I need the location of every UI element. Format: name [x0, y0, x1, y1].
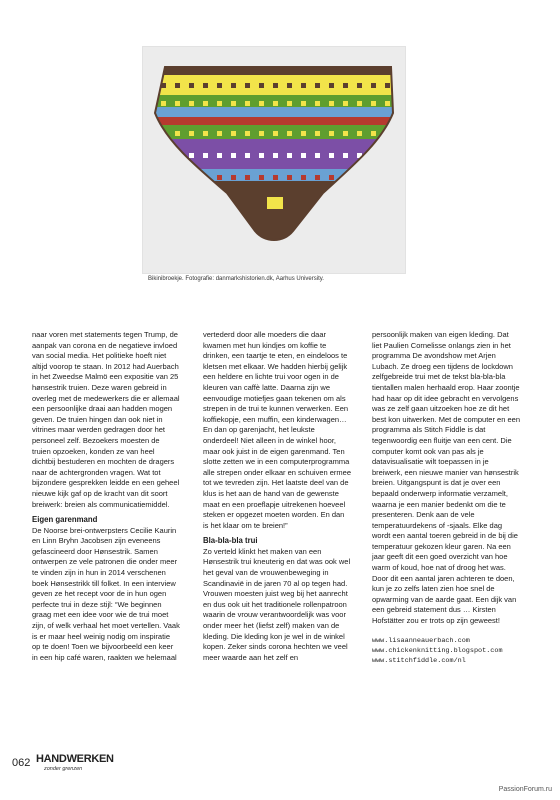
- knit-motif-dot: [259, 131, 264, 136]
- knit-motif-dot: [203, 153, 208, 158]
- knit-motif-dot: [231, 101, 236, 106]
- knit-motif-dot: [385, 175, 390, 180]
- knit-motif-dot: [245, 83, 250, 88]
- magazine-logo: HANDWERKEN: [36, 753, 114, 765]
- knit-motif-dot: [161, 153, 166, 158]
- knit-motif-dot: [371, 175, 376, 180]
- knit-motif-dot: [273, 153, 278, 158]
- knit-motif-dot: [371, 101, 376, 106]
- knit-motif-dot: [189, 83, 194, 88]
- knit-motif-dot: [287, 131, 292, 136]
- knit-motif-dot: [329, 131, 334, 136]
- knit-motif-dot: [315, 101, 320, 106]
- knit-motif-dot: [273, 101, 278, 106]
- knit-motif-dot: [245, 175, 250, 180]
- page-number: 062: [12, 757, 31, 769]
- column-1: [32, 330, 180, 663]
- knit-motif-dot: [175, 83, 180, 88]
- knit-motif-dot: [175, 101, 180, 106]
- knit-motif-dot: [343, 153, 348, 158]
- knit-motif-dot: [231, 175, 236, 180]
- knit-motif-dot: [385, 101, 390, 106]
- link-list: [372, 636, 520, 666]
- column-3: [372, 330, 520, 666]
- knit-motif-dot: [315, 153, 320, 158]
- knit-motif-dot: [273, 83, 278, 88]
- knit-motif-dot: [343, 83, 348, 88]
- knit-motif-dot: [343, 101, 348, 106]
- knit-motif-dot: [287, 83, 292, 88]
- knit-motif-dot: [385, 131, 390, 136]
- knit-motif-dot: [385, 153, 390, 158]
- knit-motif-dot: [259, 101, 264, 106]
- subheading-bla-bla-bla-trui: Bla-bla-bla trui: [203, 536, 258, 546]
- knit-motif-dot: [259, 83, 264, 88]
- knitted-bikini-photo: [142, 46, 406, 274]
- knit-motif-dot: [175, 175, 180, 180]
- knit-motif-dot: [217, 131, 222, 136]
- knit-motif-dot: [357, 101, 362, 106]
- magazine-tagline: zonder grenzen: [44, 766, 83, 772]
- knit-motif-dot: [371, 153, 376, 158]
- knit-motif-dot: [245, 101, 250, 106]
- knit-motif-dot: [371, 131, 376, 136]
- knit-motif-dot: [203, 101, 208, 106]
- knit-motif-dot: [315, 83, 320, 88]
- knit-motif-dot: [385, 83, 390, 88]
- knit-motif-dot: [259, 153, 264, 158]
- knit-motif-dot: [231, 153, 236, 158]
- knit-motif-dot: [287, 175, 292, 180]
- knit-motif-dot: [315, 131, 320, 136]
- watermark: PassionForum.ru: [498, 786, 552, 793]
- knit-motif-dot: [357, 175, 362, 180]
- knit-motif-dot: [301, 153, 306, 158]
- knit-motif-dot: [273, 175, 278, 180]
- knit-motif-dot: [231, 83, 236, 88]
- knit-motif-dot: [329, 83, 334, 88]
- knit-motif-dot: [315, 175, 320, 180]
- knit-motif-dot: [329, 153, 334, 158]
- knit-motif-dot: [329, 175, 334, 180]
- link-chickenknitting[interactable]: www.chickenknitting.blogspot.com: [372, 646, 503, 655]
- knit-motif-dot: [203, 131, 208, 136]
- paragraph: naar voren met statements tegen Trump, de aanpak van corona en de negatieve invloed van social media. Het politieke hoeft niet altijd voorop te staan. In 2012 had Auerbach in het Zweedse Malmö een expositie van 25 hønsestrik truien. Deze waren gebreid in overleg met de medewerkers die er allemaal een persoonlijke draai aan hadden mogen geven. De truien hingen dan ook niet in vitrines maar werden gedragen door het personeel zelf. Bezoekers moesten de truien opzoeken, konden ze van heel dichtbij bestuderen en mochten de dragers naar de achtergronden vragen. Wat tot bijzondere gesprekken leidde en een geheel nieuwe kijk gaf op de kracht van dit soort breiwerk: breien als communicatiemiddel.: [32, 330, 180, 509]
- knit-motif-dot: [189, 175, 194, 180]
- knit-motif-dot: [161, 175, 166, 180]
- knit-motif-dot: [301, 131, 306, 136]
- knit-motif-dot: [329, 101, 334, 106]
- knit-motif-dot: [259, 175, 264, 180]
- knit-motif-dot: [343, 131, 348, 136]
- knit-motif-dot: [343, 175, 348, 180]
- paragraph: persoonlijk maken van eigen kleding. Dat liet Paulien Cornelisse onlangs zien in het programma De avondshow met Arjen Lubach. Ze droeg een tijdens de lockdown zelfgebreide trui met de tekst bla-bla-bla tientallen malen herhaald erop. Haar zoontje had haar op dit idee gebracht en vervolgens was ze zelf gaan uitzoeken hoe ze dit het best kon uitwerken. Met de computer en een programma als Stitch Fiddle is dat tegenwoordig een fluitje van een cent. Die computer komt ook van pas als je datavisualisatie wilt toepassen in je breiwerk, een nieuwe manier van hønsestrik breien. Uitgangspunt is dat je over een bepaald onderwerp informatie verzamelt, waarna je een manier bedenkt om die te presenteren. Denk aan de vele temperatuurdekens of -sjaals. Elke dag wordt een aantal toeren gebreid in de bij die temperatuur gekozen kleur garen. Na een jaar geeft dit een goed overzicht van hoe warm of koud, hoe nat of droog het was. Door dit een aantal jaren achteren te doen, kun je zo zelfs laten zien hoe snel de opwarming van de aarde gaat. Een dijk van een gebreid statement dus … Kirsten Hofstätter zou er trots op zijn geweest!: [372, 330, 521, 626]
- knit-motif-dot: [245, 131, 250, 136]
- photo-caption: Bikinibroekje. Fotografie: danmarkshistorien.dk, Aarhus University.: [148, 276, 324, 282]
- link-lisaanneauerbach[interactable]: www.lisaanneauerbach.com: [372, 636, 470, 645]
- knit-motif-dot: [217, 83, 222, 88]
- knit-motif-dot: [357, 83, 362, 88]
- knit-motif-dot: [301, 101, 306, 106]
- knit-motif-dot: [287, 101, 292, 106]
- knit-motif-dot: [301, 175, 306, 180]
- knit-motif-dot: [217, 101, 222, 106]
- knit-motif-dot: [287, 153, 292, 158]
- knit-motif-dot: [175, 153, 180, 158]
- knit-motif-dot: [245, 153, 250, 158]
- link-stitchfiddle[interactable]: www.stitchfiddle.com/nl: [372, 656, 466, 665]
- knit-motif-dot: [189, 101, 194, 106]
- column-2: [203, 330, 351, 663]
- knit-motif-dot: [189, 131, 194, 136]
- knit-motif-dot: [301, 83, 306, 88]
- knit-motif-dot: [175, 131, 180, 136]
- knit-motif-dot: [189, 153, 194, 158]
- knit-motif-dot: [273, 131, 278, 136]
- knit-motif-dot: [357, 131, 362, 136]
- paragraph: De Noorse brei-ontwerpsters Cecilie Kaurin en Linn Bryhn Jacobsen zijn eveneens gefascineerd door Hønsestrik. Samen ontwerpen ze vele patronen die onder meer te vinden zijn in hun in 2014 verschenen boek Hønsestrikk till folket. In een interview geven ze het recept voor de in hun ogen perfecte trui in deze stijl: “We beginnen graag met een idee voor wie de trui moet zijn, of welk verhaal het moet vertellen. Vaak is er maar heel weinig nodig om inspiratie op te doen! Toen we bijvoorbeeld een keer in een hip café waren, raakten we helemaal: [32, 525, 180, 662]
- knit-motif-dot: [371, 83, 376, 88]
- subheading-eigen-garenmand: Eigen garenmand: [32, 515, 98, 525]
- paragraph: vertederd door alle moeders die daar kwamen met hun kindjes om koffie te drinken, een taartje te eten, en eindeloos te kletsen met elkaar. We hadden hierbij gelijk een heldere en lichte trui voor ogen in de kleuren van caffè latte. Daarna zijn we eenvoudige motiefjes gaan tekenen om als strepen in de trui te kunnen verwerken. Een koffiekopje, een muffin, een kinderwagen… En dan op garenjacht, het leukste onderdeel! Niet alleen in de winkel hoor, maar ook juist in de eigen garenmand. Ten slotte zetten we in een computerprogramma alle strepen onder elkaar en schuiven ermee tot we tevreden zijn. Het laatste deel van de klus is het aan de hand van de gewenste maat en een proeflapje uitrekenen hoeveel steken er opgezet moeten worden. En dan is het klaar om te breien!”: [203, 330, 352, 530]
- knit-motif-dot: [231, 131, 236, 136]
- knit-motif-dot: [161, 101, 166, 106]
- knitted-bikini-illustration: [143, 47, 405, 273]
- knit-motif-dot: [217, 153, 222, 158]
- knit-motif-dot: [217, 175, 222, 180]
- paragraph: Zo verteld klinkt het maken van een Hønsestrik trui kneuterig en dat was ook wel het geval van de vrouwenbeweging in Scandinavië in de jaren 70 al op tegen had. Vrouwen moesten juist weg bij het aanrecht en dus ook uit het traditionele rollenpatroon waarin de vrouw verantwoordelijk was voor onder meer het (liefst zelf) maken van de kleding. Die kleding kon je wel in de winkel kopen. Zeker sinds corona hechten we veel meer waarde aan het zelf en: [203, 546, 351, 662]
- knit-motif-dot: [203, 83, 208, 88]
